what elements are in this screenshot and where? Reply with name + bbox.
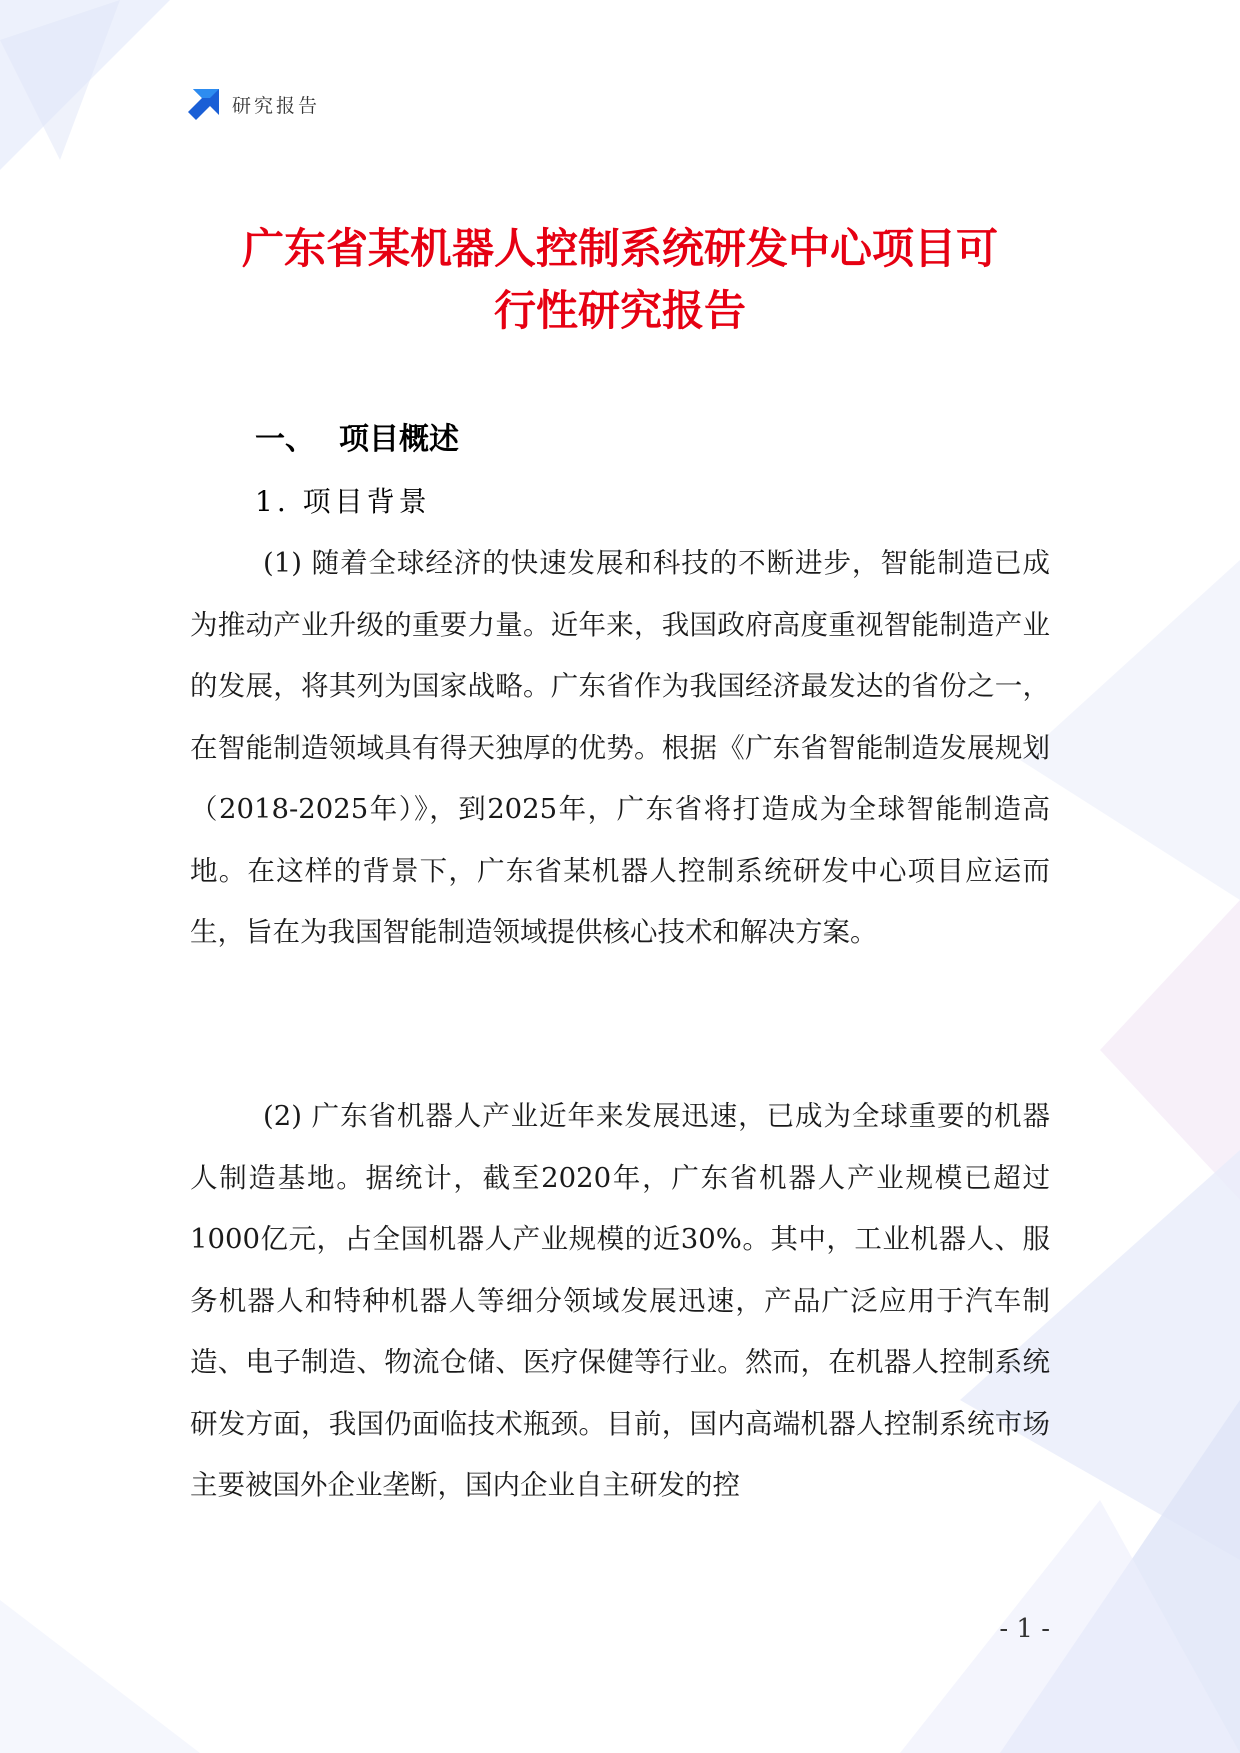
- section-heading: [255, 418, 459, 462]
- header-label: 研究报告: [232, 94, 321, 117]
- page-number: - 1 -: [999, 1614, 1050, 1644]
- paragraph-1: (1) 随着全球经济的快速发展和科技的不断进步，智能制造已成为推动产业升级的重要力量。近年来，我国政府高度重视智能制造产业的发展，将其列为国家战略。广东省作为我国经济最发达的省份之一，在智能制造领域具有得天独厚的优势。根据《广东省智能制造发展规划（2018-2025年）》，到2025年，广东省将打造成为全球智能制造高地。在这样的背景下，广东省某机器人控制系统研发中心项目应运而生，旨在为我国智能制造领域提供核心技术和解决方案。: [190, 547, 1050, 948]
- arrow-up-right-icon: [187, 87, 221, 121]
- subsection-heading: 1. 项目背景: [255, 485, 431, 518]
- title-line-2: 行性研究报告: [493, 286, 746, 335]
- section-title: 项目概述: [339, 422, 459, 457]
- paragraph-2: (2) 广东省机器人产业近年来发展迅速，已成为全球重要的机器人制造基地。据统计，截至2020年，广东省机器人产业规模已超过1000亿元，占全国机器人产业规模的近30%。其中，工业机器人、服务机器人和特种机器人等细分领域发展迅速，产品广泛应用于汽车制造、电子制造、物流仓储、医疗保健等行业。然而，在机器人控制系统研发方面，我国仍面临技术瓶颈。目前，国内高端机器人控制系统市场主要被国外企业垄断，国内企业自主研发的控: [190, 1100, 1050, 1501]
- report-header: [187, 86, 320, 122]
- document-title: [170, 218, 1070, 342]
- section-number: 一、: [255, 422, 315, 457]
- title-line-1: 广东省某机器人控制系统研发中心项目可: [241, 224, 998, 273]
